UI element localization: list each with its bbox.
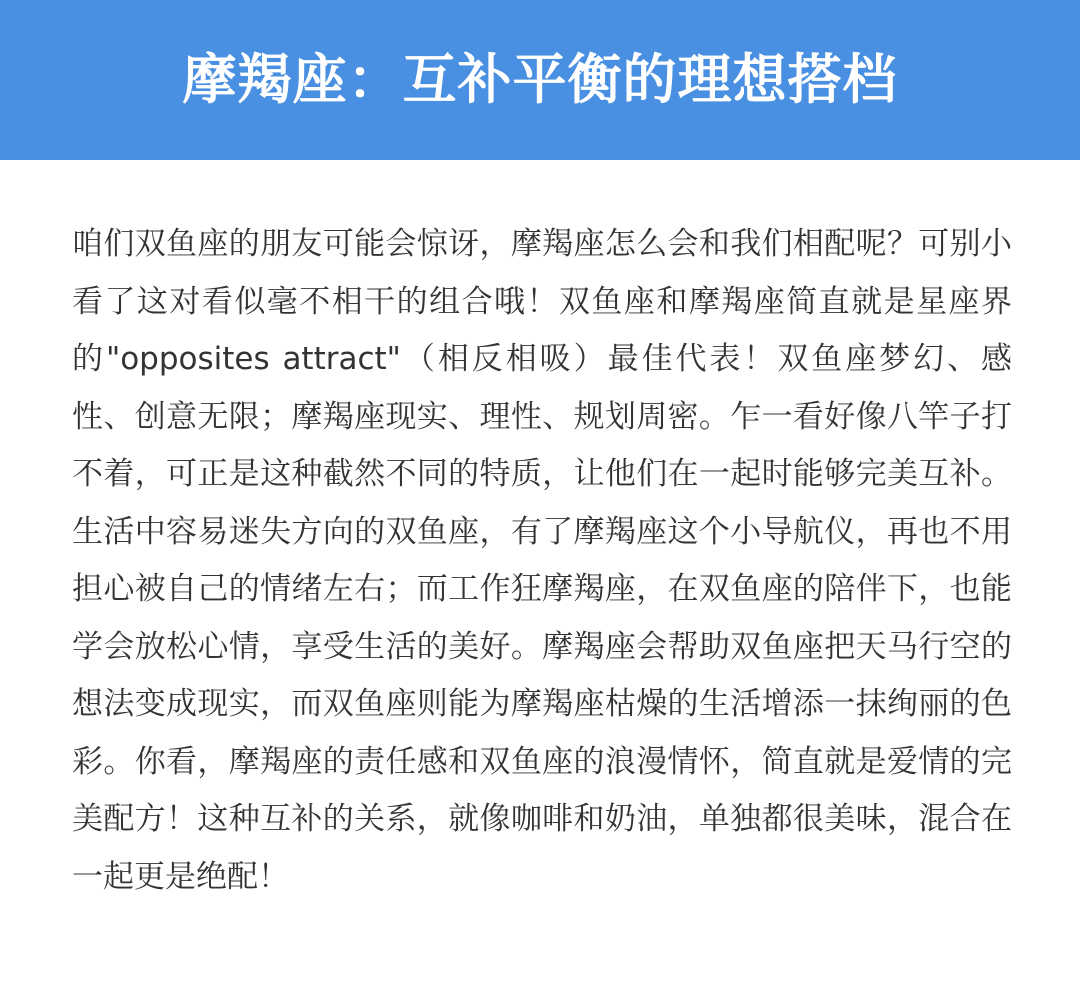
article-paragraph: 咱们双鱼座的朋友可能会惊讶，摩羯座怎么会和我们相配呢？可别小看了这对看似毫不相干的组合哦！双鱼座和摩羯座简直就是星座界的"opposites attract"（相反相吸）最佳代表！双鱼座梦幻、感性、创意无限；摩羯座现实、理性、规划周密。乍一看好像八竿子打不着，可正是这种截然不同的特质，让他们在一起时能够完美互补。生活中容易迷失方向的双鱼座，有了摩羯座这个小导航仪，再也不用担心被自己的情绪左右；而工作狂摩羯座，在双鱼座的陪伴下，也能学会放松心情，享受生活的美好。摩羯座会帮助双鱼座把天马行空的想法变成现实，而双鱼座则能为摩羯座枯燥的生活增添一抹绚丽的色彩。你看，摩羯座的责任感和双鱼座的浪漫情怀，简直就是爱情的完美配方！这种互补的关系，就像咖啡和奶油，单独都很美味，混合在一起更是绝配！ xyxy=(72,226,1012,895)
page-title: 摩羯座：互补平衡的理想搭档 xyxy=(182,48,898,111)
title-banner xyxy=(0,0,1080,160)
